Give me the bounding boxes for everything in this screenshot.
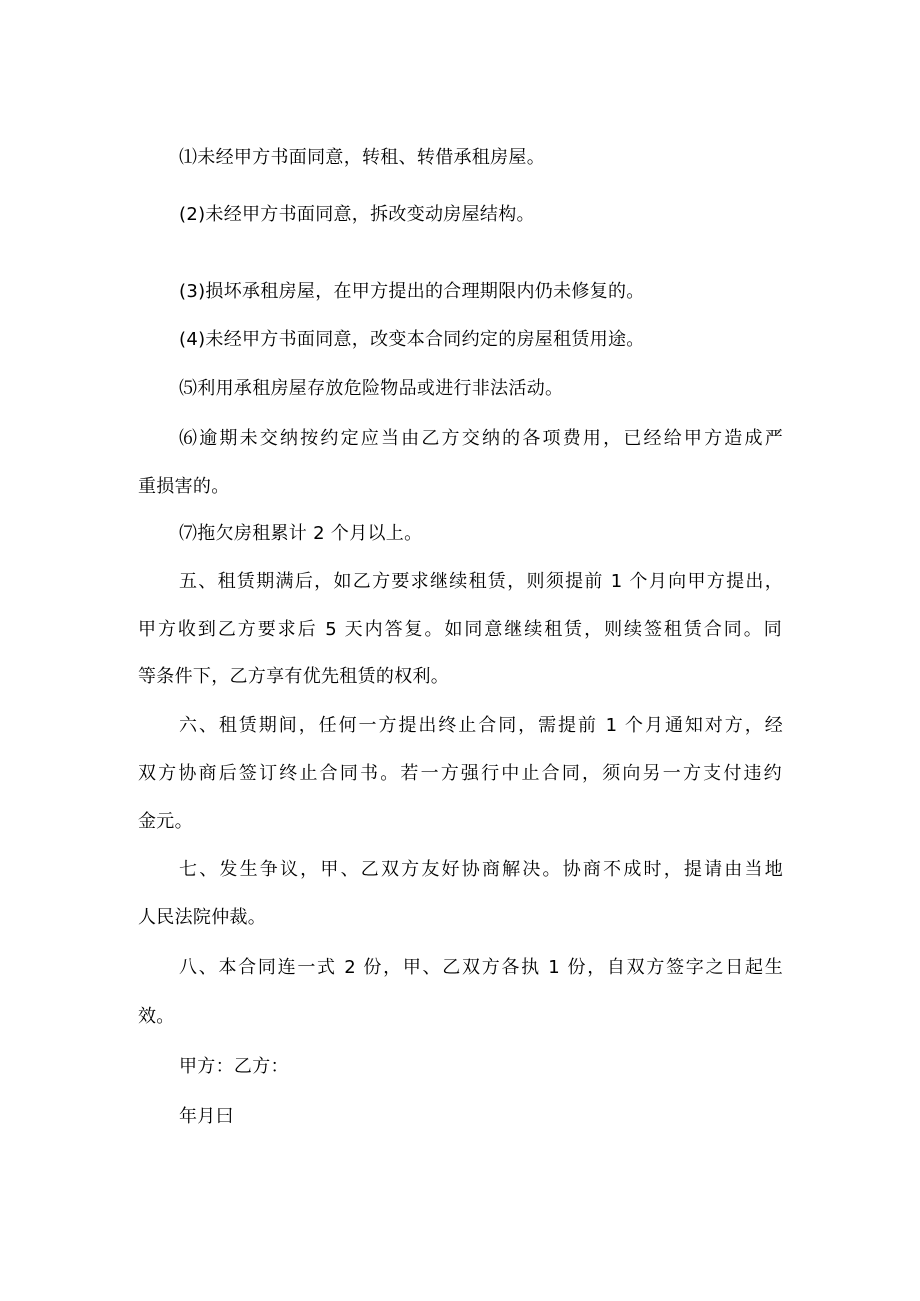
clause-2: (2)未经甲方书面同意，拆改变动房屋结构。: [179, 204, 535, 225]
section-6-line-2: 双方协商后签订终止合同书。若一方强行中止合同，须向另一方支付违约: [138, 763, 782, 784]
clause-7: ⑺拖欠房租累计 2 个月以上。: [179, 523, 423, 544]
section-7-line-2: 人民法院仲裁。: [138, 907, 267, 928]
clause-6-line-2: 重损害的。: [138, 476, 230, 497]
date-line: 年月曰: [179, 1106, 234, 1127]
clause-5: ⑸利用承租房屋存放危险物品或进行非法活动。: [179, 378, 564, 399]
section-8-line-1: 八、本合同连一式 2 份，甲、乙双方各执 1 份，自双方签字之日起生: [179, 957, 783, 978]
section-5-line-1: 五、租赁期满后，如乙方要求继续租赁，则须提前 1 个月向甲方提出，: [179, 571, 783, 592]
clause-6-line-1: ⑹逾期未交纳按约定应当由乙方交纳的各项费用，已经给甲方造成严: [179, 428, 783, 449]
section-5-line-2: 甲方收到乙方要求后 5 天内答复。如同意继续租赁，则续签租赁合同。同: [138, 619, 782, 640]
clause-3: (3)损坏承租房屋，在甲方提出的合理期限内仍未修复的。: [179, 281, 645, 302]
section-5-line-3: 等条件下，乙方享有优先租赁的权利。: [138, 666, 450, 687]
section-6-line-3: 金元。: [138, 811, 193, 832]
clause-1: ⑴未经甲方书面同意，转租、转借承租房屋。: [179, 147, 545, 168]
section-6-line-1: 六、租赁期间，任何一方提出终止合同，需提前 1 个月通知对方，经: [179, 715, 783, 736]
signature-line: 甲方：乙方：: [179, 1056, 289, 1077]
clause-4: (4)未经甲方书面同意，改变本合同约定的房屋租赁用途。: [179, 329, 645, 350]
section-7-line-1: 七、发生争议，甲、乙双方友好协商解决。协商不成时，提请由当地: [179, 859, 783, 880]
section-8-line-2: 效。: [138, 1006, 175, 1027]
